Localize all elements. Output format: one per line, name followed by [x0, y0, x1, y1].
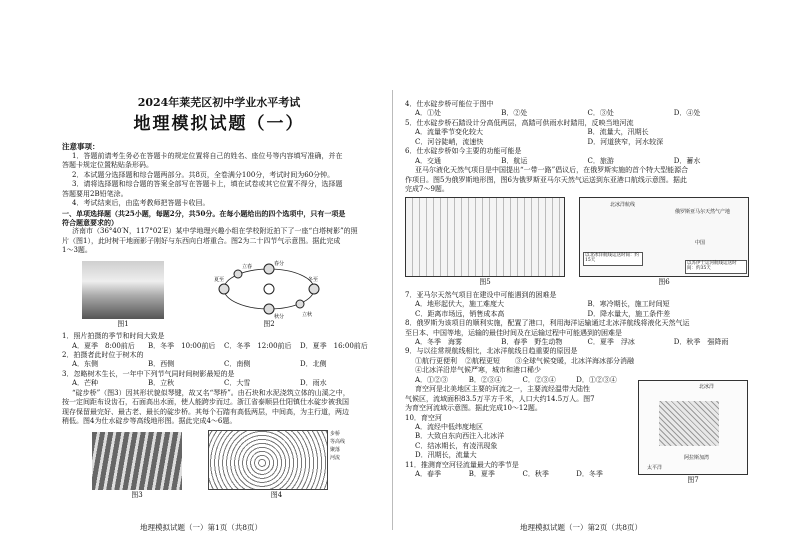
- fig2-label: 夏至: [214, 276, 225, 283]
- passage-line: 作项目。图5为俄罗斯地形图，图6为俄罗斯亚马尔天然气运送到东亚港口航线示意图。据此: [405, 175, 687, 184]
- options-2: [62, 360, 376, 369]
- question-9: 9．与以往常规航线相比，北冰洋航线日趋重要的原因是: [405, 347, 578, 356]
- option: B．流量大，汛期长: [587, 128, 649, 137]
- figure-7: [638, 380, 748, 485]
- option: C．南侧: [224, 360, 251, 369]
- items-9a: [405, 357, 760, 366]
- options-7b: [405, 310, 760, 319]
- option: D．北侧: [300, 360, 327, 369]
- notice-line: 3．请将选择题和综合题的答案全部写在答题卡上，填在试卷或其它位置不得分，选择题: [72, 180, 343, 189]
- notice-line: 4．考试结束后，由监考教师把答题卡收回。: [72, 199, 210, 208]
- figure-caption: 图6: [658, 278, 670, 287]
- q9-12-block: [405, 376, 760, 485]
- notice-line: 1．答题前请考生务必在答题卡的规定位置将自己的姓名、座位号等内容填写准确，并在: [72, 151, 343, 160]
- figure-caption: 图7: [687, 475, 699, 484]
- options-7a: [405, 300, 760, 309]
- option: A．①②③: [415, 375, 449, 384]
- option: C．旅游: [587, 156, 614, 165]
- legend-item: 步桥: [330, 430, 341, 437]
- basin-area: [659, 401, 719, 446]
- notice-line: 答题要用2B铅笔涂。: [62, 189, 128, 198]
- option: C．秋季: [522, 470, 549, 479]
- fig4-wrap: [208, 430, 345, 490]
- passage-line: 气候区，流域面积83.5万平方千米，人口大约14.5万人。图7: [405, 394, 595, 403]
- statement: ③全球气候变暖，北冰洋海冰部分消融: [515, 356, 634, 365]
- question-1: 1．照片拍摄的季节和时间大致是: [62, 332, 165, 341]
- option: D．①②③④: [576, 375, 617, 384]
- option: A．夏季 8:00前后: [72, 341, 135, 350]
- option: B．冬季 10:00前后: [148, 341, 216, 350]
- figure-caption: 图3: [131, 490, 143, 499]
- option: B．寒冷期长，施工时间短: [587, 300, 670, 309]
- option: B．②处: [501, 109, 528, 118]
- passage-line: 济南市（36°40′N，117°02′E）某中学地理兴趣小组在学校附近拍下了一座“白塔树影”的照: [72, 227, 358, 236]
- option: D．蓄水: [673, 156, 701, 165]
- figure-caption: 图1: [117, 319, 129, 328]
- figure-4: [208, 430, 345, 500]
- figure-3: [92, 432, 182, 500]
- option: A．东侧: [72, 360, 99, 369]
- passage-line: 1～3题。: [62, 246, 92, 255]
- q9-12-text: [405, 376, 630, 485]
- paper-title: 地理模拟试题（一）: [133, 113, 305, 134]
- option: C．③处: [587, 109, 614, 118]
- fig4-legend: [328, 430, 345, 490]
- notice-line: 2．本试题分选择题和综合题两部分。共8页，全卷满分100分，考试时间为60分钟。: [72, 170, 335, 179]
- map-label: 中国: [695, 240, 706, 247]
- route-note: 以苏伊士运河航线运送时间：约35天: [685, 260, 747, 274]
- option: B．春季 野生动物: [501, 338, 563, 346]
- option: C．冬季 12:00前后: [224, 341, 292, 350]
- option: C．距离市场远，销售成本高: [415, 309, 505, 318]
- options-11: [405, 470, 630, 479]
- exam-title: 2024年莱芜区初中学业水平考试: [137, 96, 301, 109]
- question-11: 11．推测育空河径流量最大的季节是: [405, 460, 519, 469]
- figures-1-2: [62, 259, 376, 329]
- question-8: 8．俄罗斯为该项目的顺利实施，配置了港口，利用海洋运输通过北冰洋航线将液化天然气运: [405, 319, 690, 328]
- map-label: 阿拉斯加湾: [684, 454, 710, 461]
- section-heading: 一、单项选择题（共25小题，每题2分，共50分。在每小题给出的四个选项中，只有一项是: [62, 208, 346, 218]
- option: C．河谷陡峭，流速快: [415, 137, 484, 146]
- options-5a: [405, 128, 760, 137]
- passage-line: “碇步桥”（图3）因其形状貌似琴键，故又名“琴桥”。由石块和水泥浇筑立体的山溪之中，: [72, 388, 350, 397]
- option: A．春季: [415, 470, 442, 479]
- notice-heading: 注意事项：: [62, 141, 100, 151]
- passage-line: 现存保留最完好、最古老、最长的碇步桥。其每个石踏有高低两层，中间高，为主行道，两边: [62, 407, 349, 416]
- option: B．航运: [501, 156, 528, 165]
- option: A．交通: [415, 156, 442, 165]
- statement: ④北冰洋沿岸气候严寒，城市和港口稀少: [415, 366, 541, 375]
- option: D．秋季 强降雨: [673, 338, 729, 346]
- question-6: 6．仕水碇步桥如今主要的功能可能是: [405, 147, 522, 156]
- solar-terms-diagram: [214, 259, 324, 319]
- right-page: [395, 0, 794, 560]
- route-note: 以北冰洋航线运送时间：约15天: [583, 252, 643, 266]
- passage-line: 稍低。图4为仕水碇步等高线地形图。据此完成4～6题。: [62, 417, 237, 426]
- passage-line: 按一定间距布设齿石，石面高出水面，使人能跨步而过。浙江省泰顺县仕阳镇仕水碇步被我国: [62, 398, 349, 407]
- fig2-label: 春分: [274, 260, 285, 267]
- option: A．地形起伏大，施工难度大: [415, 300, 505, 309]
- option: B．②③④: [468, 375, 502, 384]
- question-5: 5．仕水碇步桥石踏设计分高低两层，高踏可供雨水时踏用，反映当地河流: [405, 118, 634, 127]
- map-label: 北冰洋航线: [610, 202, 636, 209]
- question-2: 2．拍摄者此时位于树木的: [62, 351, 144, 360]
- stepping-stone-bridge-photo: [92, 432, 182, 490]
- option: A．①处: [415, 109, 442, 118]
- question-3: 3．忽略树木生长，一年中下列节气同时间树影最短的是: [62, 369, 235, 378]
- fig2-label: 冬至: [308, 276, 319, 283]
- passage-line: 为育空河流域示意图。据此完成10～12题。: [405, 404, 542, 413]
- yukon-basin-map: [638, 380, 748, 475]
- passage-line: 育空河是北美地区主要的河流之一，主要流经温带大陆性: [415, 385, 590, 394]
- options-4: [405, 109, 760, 118]
- contour-map: [208, 430, 328, 490]
- legend-item: 聚落: [330, 446, 341, 453]
- legend-item: 河流: [330, 454, 341, 461]
- question-8-cont: 至日本、中国等地，运输的最佳时间及在运输过程中可能遇到的困难是: [405, 328, 622, 337]
- option: A．流经中低纬度地区: [415, 422, 484, 431]
- statement: ②航程更短: [465, 356, 500, 365]
- options-6: [405, 157, 760, 166]
- option: B．大致自东向西注入北冰洋: [415, 432, 505, 441]
- fig2-label: 立春: [242, 263, 253, 270]
- question-10: 10．育空河: [405, 413, 442, 422]
- figure-caption: 图2: [263, 319, 275, 328]
- passage-line: 亚马尔液化天然气项目是中国提出“一带一路”倡议后，在俄罗斯实施的首个特大型能源合: [415, 166, 689, 175]
- option: D．雨水: [300, 379, 327, 388]
- page-divider: [392, 90, 393, 530]
- options-9: [405, 376, 630, 385]
- option: D．夏季 16:00前后: [300, 341, 368, 350]
- map-label: 北冰洋: [699, 383, 715, 390]
- figure-1: [82, 261, 164, 329]
- option: C．大雪: [224, 379, 251, 388]
- option: D．冬季: [576, 470, 603, 479]
- tower-tree-photo: [82, 261, 164, 319]
- page-footer-right: 地理模拟试题（一）第2页（共8页）: [520, 523, 643, 532]
- options-5b: [405, 138, 760, 147]
- option: D．汛期长，流量大: [415, 451, 477, 460]
- option: A．流量季节变化较大: [415, 128, 484, 137]
- legend-item: 等高线: [330, 438, 346, 445]
- option: B．立秋: [148, 379, 175, 388]
- page-footer-left: 地理模拟试题（一）第1页（共8页）: [140, 523, 263, 532]
- figure-caption: 图4: [270, 490, 283, 499]
- options-8: [405, 338, 760, 347]
- option: C．结冰期长，有凌汛现象: [415, 441, 498, 450]
- shipping-route-map: [579, 197, 749, 277]
- russia-terrain-map: [405, 197, 565, 277]
- option: C．夏季 浮冰: [587, 338, 635, 346]
- option: D．河道狭窄，河水较深: [587, 137, 664, 146]
- question-7: 7．亚马尔天然气项目在建设中可能遇到的困难是: [405, 290, 557, 299]
- figure-5: [405, 197, 565, 287]
- fig2-label: 立秋: [302, 311, 313, 318]
- figures-5-6: [405, 197, 760, 287]
- options-3: [62, 379, 376, 388]
- figure-2: [214, 259, 324, 329]
- left-page: [0, 0, 390, 560]
- passage-line: 片（图1），此时树干地面影子刚好与东西向白塔重合。图2为二十四节气示意图。据此完成: [62, 236, 341, 245]
- figure-caption: 图5: [479, 278, 491, 287]
- options-1: [62, 342, 376, 351]
- map-label: 太平洋: [647, 464, 663, 471]
- option: C．②③④: [522, 375, 556, 384]
- figure-6: [579, 197, 749, 287]
- option: A．冬季 海雾: [415, 338, 463, 346]
- option: D．④处: [673, 109, 701, 118]
- passage-line: 完成7～9题。: [405, 184, 449, 193]
- option: A．芒种: [72, 379, 99, 388]
- fig2-label: 秋分: [274, 313, 285, 319]
- option: D．降水量大，施工条件差: [587, 309, 671, 318]
- figures-3-4: [62, 430, 376, 500]
- statement: ①航行更便利: [415, 356, 457, 365]
- notice-line: 答题卡规定位置粘贴条形码。: [62, 161, 153, 170]
- question-4: 4．仕水碇步桥可能位于图中: [405, 100, 494, 108]
- option: B．西侧: [148, 360, 175, 369]
- section-heading-cont: 符合题意要求的）: [62, 217, 118, 227]
- option: B．夏季: [468, 470, 495, 479]
- map-label: 俄罗斯亚马尔天然气产地: [675, 209, 731, 216]
